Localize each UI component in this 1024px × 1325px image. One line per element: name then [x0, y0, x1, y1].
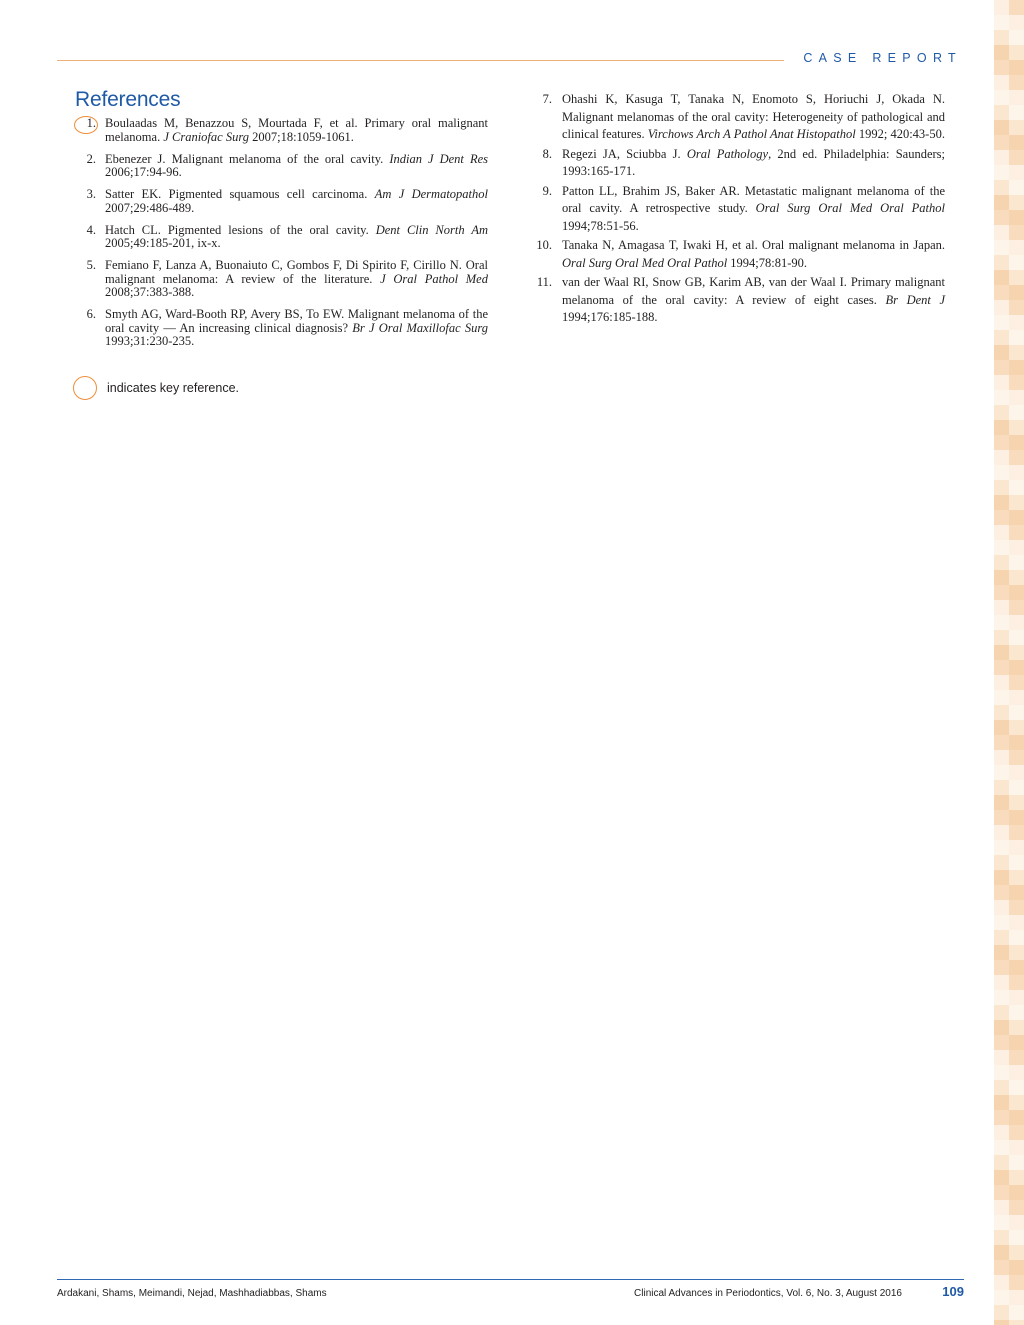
references-list-right	[529, 91, 945, 329]
edge-tile	[994, 360, 1009, 375]
section-label: CASE REPORT	[803, 51, 962, 65]
reference-text: 1994;78:81-90.	[727, 255, 808, 270]
edge-tile	[994, 555, 1009, 570]
edge-tile	[994, 765, 1009, 780]
edge-tile	[994, 1020, 1009, 1035]
edge-tile	[1009, 900, 1024, 915]
edge-tile	[1009, 555, 1024, 570]
edge-tile	[994, 675, 1009, 690]
edge-tile	[1009, 1200, 1024, 1215]
edge-tile	[1009, 510, 1024, 525]
edge-tile	[1009, 1095, 1024, 1110]
edge-tile	[1009, 345, 1024, 360]
edge-tile	[994, 30, 1009, 45]
edge-tile	[994, 615, 1009, 630]
edge-tile	[1009, 465, 1024, 480]
edge-tile	[994, 660, 1009, 675]
edge-tile	[994, 165, 1009, 180]
edge-tile	[1009, 1005, 1024, 1020]
edge-tile	[1009, 1065, 1024, 1080]
reference-text: 2005;49:185-201, ix-x.	[105, 236, 221, 250]
edge-tile	[994, 705, 1009, 720]
edge-tile	[1009, 240, 1024, 255]
edge-tile	[1009, 360, 1024, 375]
reference-item	[529, 274, 945, 327]
journal-title: Br Dent J	[885, 292, 945, 307]
edge-tile	[994, 1230, 1009, 1245]
reference-item	[75, 117, 488, 144]
edge-tile	[1009, 90, 1024, 105]
reference-text: Patton LL, Brahim JS, Baker AR. Metastatic malignant melanoma of the oral cavity. A retrospective study.	[562, 183, 945, 215]
reference-text: 1992; 420:43-50.	[855, 127, 945, 141]
edge-tile	[1009, 375, 1024, 390]
edge-tile	[1009, 810, 1024, 825]
edge-tile	[1009, 750, 1024, 765]
reference-text: Tanaka N, Amagasa T, Iwaki H, et al. Oral malignant melanoma in Japan.	[562, 238, 945, 252]
edge-tile	[994, 975, 1009, 990]
edge-tile	[1009, 330, 1024, 345]
edge-tile	[1009, 195, 1024, 210]
reference-item	[529, 91, 945, 144]
edge-tile	[994, 240, 1009, 255]
edge-tile	[1009, 1125, 1024, 1140]
edge-tile	[1009, 420, 1024, 435]
edge-tile	[1009, 615, 1024, 630]
edge-tile	[1009, 1260, 1024, 1275]
edge-tile	[994, 855, 1009, 870]
edge-tile	[1009, 1290, 1024, 1305]
edge-tile	[1009, 45, 1024, 60]
reference-text: Hatch CL. Pigmented lesions of the oral cavity.	[105, 222, 376, 237]
edge-tile	[1009, 690, 1024, 705]
edge-tile	[994, 1245, 1009, 1260]
references-heading: References	[75, 88, 181, 111]
footer-authors: Ardakani, Shams, Meimandi, Nejad, Mashhadiabbas, Shams	[57, 1288, 327, 1299]
edge-tile	[994, 510, 1009, 525]
reference-number: 11.	[536, 275, 552, 289]
edge-tile	[994, 720, 1009, 735]
edge-tile	[994, 105, 1009, 120]
edge-tile	[1009, 390, 1024, 405]
reference-text: 1994;78:51-56.	[562, 218, 639, 233]
edge-tile	[994, 180, 1009, 195]
edge-tile	[994, 120, 1009, 135]
edge-tile	[1009, 570, 1024, 585]
edge-tile	[994, 90, 1009, 105]
edge-tile	[1009, 225, 1024, 240]
edge-tile	[994, 150, 1009, 165]
edge-tile	[994, 60, 1009, 75]
edge-tile	[1009, 1170, 1024, 1185]
edge-tile	[994, 930, 1009, 945]
edge-tile	[1009, 210, 1024, 225]
journal-title: Am J Dermatopathol	[374, 187, 488, 201]
edge-tile	[1009, 450, 1024, 465]
edge-tile	[994, 915, 1009, 930]
journal-title: J Oral Pathol Med	[380, 271, 488, 286]
footer-journal-citation: Clinical Advances in Periodontics, Vol. 6, No. 3, August 2016	[634, 1288, 902, 1299]
edge-tile	[1009, 1020, 1024, 1035]
legend-text: indicates key reference.	[107, 381, 240, 395]
edge-tile	[1009, 525, 1024, 540]
reference-text: Ebenezer J. Malignant melanoma of the oral cavity.	[105, 151, 390, 166]
edge-tile	[1009, 135, 1024, 150]
edge-tile	[994, 1080, 1009, 1095]
reference-item	[75, 224, 488, 251]
journal-title: Virchows Arch A Pathol Anat Histopathol	[647, 127, 856, 141]
edge-tile	[1009, 1110, 1024, 1125]
edge-tile	[1009, 930, 1024, 945]
journal-title: J Craniofac Surg	[163, 129, 249, 144]
edge-tile	[1009, 75, 1024, 90]
edge-tile	[994, 1005, 1009, 1020]
reference-number: 2.	[86, 151, 96, 166]
edge-tile	[1009, 675, 1024, 690]
references-list-left	[75, 117, 488, 357]
reference-text: , 2nd ed. Philadelphia: Saunders; 1993:165-171.	[562, 146, 946, 178]
edge-tile	[1009, 285, 1024, 300]
edge-tile	[994, 0, 1009, 15]
footer-rule	[57, 1279, 964, 1280]
edge-tile	[994, 780, 1009, 795]
edge-tile	[1009, 495, 1024, 510]
edge-tile	[1009, 1155, 1024, 1170]
edge-tile	[1009, 765, 1024, 780]
reference-item	[75, 259, 488, 300]
edge-tile	[994, 255, 1009, 270]
reference-number: 1.	[86, 116, 96, 130]
edge-tile	[994, 15, 1009, 30]
reference-item	[529, 237, 945, 272]
reference-text: 1994;176:185-188.	[562, 310, 658, 324]
edge-tile	[994, 210, 1009, 225]
edge-tile	[994, 1140, 1009, 1155]
edge-tile	[994, 810, 1009, 825]
edge-tile	[994, 795, 1009, 810]
edge-tile	[1009, 990, 1024, 1005]
edge-tile	[994, 285, 1009, 300]
edge-tile	[994, 735, 1009, 750]
reference-number: 6.	[86, 307, 96, 321]
edge-tile	[994, 1035, 1009, 1050]
edge-tile	[994, 375, 1009, 390]
edge-tile	[1009, 270, 1024, 285]
reference-item	[75, 188, 488, 215]
edge-tile	[994, 405, 1009, 420]
edge-tile	[1009, 1245, 1024, 1260]
reference-text: Regezi JA, Sciubba J.	[562, 146, 687, 161]
edge-tile	[994, 1290, 1009, 1305]
edge-tile	[1009, 180, 1024, 195]
reference-text: 2008;37:383-388.	[105, 285, 195, 299]
edge-tile	[994, 75, 1009, 90]
edge-tile	[1009, 120, 1024, 135]
edge-tile	[994, 1170, 1009, 1185]
reference-number: 5.	[86, 258, 96, 272]
reference-text: 2006;17:94-96.	[105, 165, 182, 179]
edge-tile	[1009, 855, 1024, 870]
edge-tile	[1009, 105, 1024, 120]
edge-tile	[994, 45, 1009, 60]
reference-item	[75, 308, 488, 349]
edge-tile	[1009, 150, 1024, 165]
edge-tile	[1009, 315, 1024, 330]
edge-tile	[994, 1275, 1009, 1290]
edge-tile	[994, 450, 1009, 465]
edge-tile	[1009, 1275, 1024, 1290]
edge-tile	[1009, 735, 1024, 750]
edge-tile	[1009, 975, 1024, 990]
reference-item	[529, 183, 945, 236]
reference-number: 7.	[542, 92, 552, 106]
edge-tile	[1009, 15, 1024, 30]
edge-tile	[994, 435, 1009, 450]
edge-tile	[1009, 1230, 1024, 1245]
edge-tile	[1009, 705, 1024, 720]
edge-tile	[994, 420, 1009, 435]
edge-tile	[1009, 480, 1024, 495]
reference-text: Smyth AG, Ward-Booth RP, Avery BS, To EW. Malignant melanoma of the oral cavity — An increasing clinical diagnosis?	[105, 307, 488, 335]
edge-tile	[994, 390, 1009, 405]
edge-tile	[1009, 540, 1024, 555]
decorative-edge-pattern	[994, 0, 1024, 1325]
edge-tile	[1009, 645, 1024, 660]
edge-tile	[994, 300, 1009, 315]
edge-tile	[994, 195, 1009, 210]
edge-tile	[994, 315, 1009, 330]
header-rule	[57, 60, 784, 61]
edge-tile	[1009, 30, 1024, 45]
edge-tile	[994, 1305, 1009, 1320]
edge-tile	[994, 1320, 1009, 1325]
edge-tile	[1009, 1050, 1024, 1065]
journal-title: Oral Surg Oral Med Oral Pathol	[562, 255, 728, 270]
journal-title: Oral Pathology	[686, 146, 769, 161]
edge-tile	[1009, 945, 1024, 960]
journal-title: Br J Oral Maxillofac Surg	[352, 320, 488, 335]
page-number: 109	[942, 1284, 964, 1299]
edge-tile	[994, 480, 1009, 495]
edge-tile	[1009, 585, 1024, 600]
edge-tile	[994, 1110, 1009, 1125]
edge-tile	[994, 465, 1009, 480]
reference-item	[75, 153, 488, 180]
edge-tile	[1009, 870, 1024, 885]
key-reference-marker	[74, 116, 98, 134]
edge-tile	[1009, 1320, 1024, 1325]
edge-tile	[994, 1125, 1009, 1140]
edge-tile	[994, 645, 1009, 660]
edge-tile	[994, 225, 1009, 240]
edge-tile	[994, 1065, 1009, 1080]
edge-tile	[1009, 915, 1024, 930]
edge-tile	[1009, 60, 1024, 75]
reference-text: van der Waal RI, Snow GB, Karim AB, van der Waal I. Primary malignant melanoma of the oral cavity: A review of eight cases.	[562, 275, 945, 307]
edge-tile	[994, 330, 1009, 345]
edge-tile	[1009, 960, 1024, 975]
edge-tile	[994, 690, 1009, 705]
edge-tile	[994, 1200, 1009, 1215]
reference-text: 2007;29:486-489.	[105, 200, 195, 215]
edge-tile	[994, 525, 1009, 540]
edge-tile	[1009, 1215, 1024, 1230]
edge-tile	[994, 495, 1009, 510]
reference-text: Ohashi K, Kasuga T, Tanaka N, Enomoto S, Horiuchi J, Okada N. Malignant melanomas of the oral cavity: Heterogeneity of pathological and clinical features.	[562, 92, 945, 141]
edge-tile	[994, 345, 1009, 360]
edge-tile	[994, 1260, 1009, 1275]
edge-tile	[1009, 825, 1024, 840]
edge-tile	[994, 945, 1009, 960]
edge-tile	[1009, 0, 1024, 15]
edge-tile	[994, 825, 1009, 840]
reference-number: 4.	[86, 222, 96, 237]
edge-tile	[1009, 1140, 1024, 1155]
edge-tile	[1009, 840, 1024, 855]
edge-tile	[994, 1185, 1009, 1200]
edge-tile	[1009, 1080, 1024, 1095]
edge-tile	[994, 585, 1009, 600]
edge-tile	[994, 1155, 1009, 1170]
edge-tile	[994, 570, 1009, 585]
edge-tile	[1009, 780, 1024, 795]
edge-tile	[1009, 405, 1024, 420]
reference-number: 9.	[542, 183, 552, 198]
reference-number: 8.	[542, 146, 552, 161]
edge-tile	[994, 840, 1009, 855]
edge-tile	[1009, 165, 1024, 180]
edge-tile	[994, 1050, 1009, 1065]
journal-title: Oral Surg Oral Med Oral Pathol	[755, 201, 945, 215]
reference-text: Femiano F, Lanza A, Buonaiuto C, Gombos F, Di Spirito F, Cirillo N. Oral malignant melanoma: A review of the literature.	[105, 258, 488, 286]
edge-tile	[994, 870, 1009, 885]
edge-tile	[994, 900, 1009, 915]
edge-tile	[1009, 435, 1024, 450]
edge-tile	[994, 990, 1009, 1005]
reference-text: 2007;18:1059-1061.	[248, 129, 354, 144]
reference-text: Boulaadas M, Benazzou S, Mourtada F, et al. Primary oral malignant melanoma.	[105, 116, 488, 144]
edge-tile	[1009, 720, 1024, 735]
journal-title: Indian J Dent Res	[389, 151, 488, 166]
edge-tile	[1009, 660, 1024, 675]
edge-tile	[1009, 885, 1024, 900]
circle-outline-icon	[73, 376, 97, 400]
edge-tile	[1009, 300, 1024, 315]
journal-title: Dent Clin North Am	[375, 222, 488, 237]
reference-number: 10.	[536, 238, 552, 252]
reference-text: 1993;31:230-235.	[105, 334, 195, 348]
edge-tile	[1009, 600, 1024, 615]
edge-tile	[1009, 1035, 1024, 1050]
reference-number: 3.	[86, 187, 96, 201]
edge-tile	[994, 960, 1009, 975]
edge-tile	[1009, 1305, 1024, 1320]
reference-text: Satter EK. Pigmented squamous cell carcinoma.	[105, 187, 375, 201]
reference-item	[529, 146, 945, 181]
edge-tile	[994, 750, 1009, 765]
edge-tile	[994, 540, 1009, 555]
edge-tile	[994, 600, 1009, 615]
edge-tile	[994, 1215, 1009, 1230]
edge-tile	[994, 630, 1009, 645]
edge-tile	[994, 270, 1009, 285]
edge-tile	[1009, 795, 1024, 810]
edge-tile	[994, 135, 1009, 150]
edge-tile	[1009, 1185, 1024, 1200]
edge-tile	[1009, 630, 1024, 645]
edge-tile	[1009, 255, 1024, 270]
edge-tile	[994, 1095, 1009, 1110]
edge-tile	[994, 885, 1009, 900]
